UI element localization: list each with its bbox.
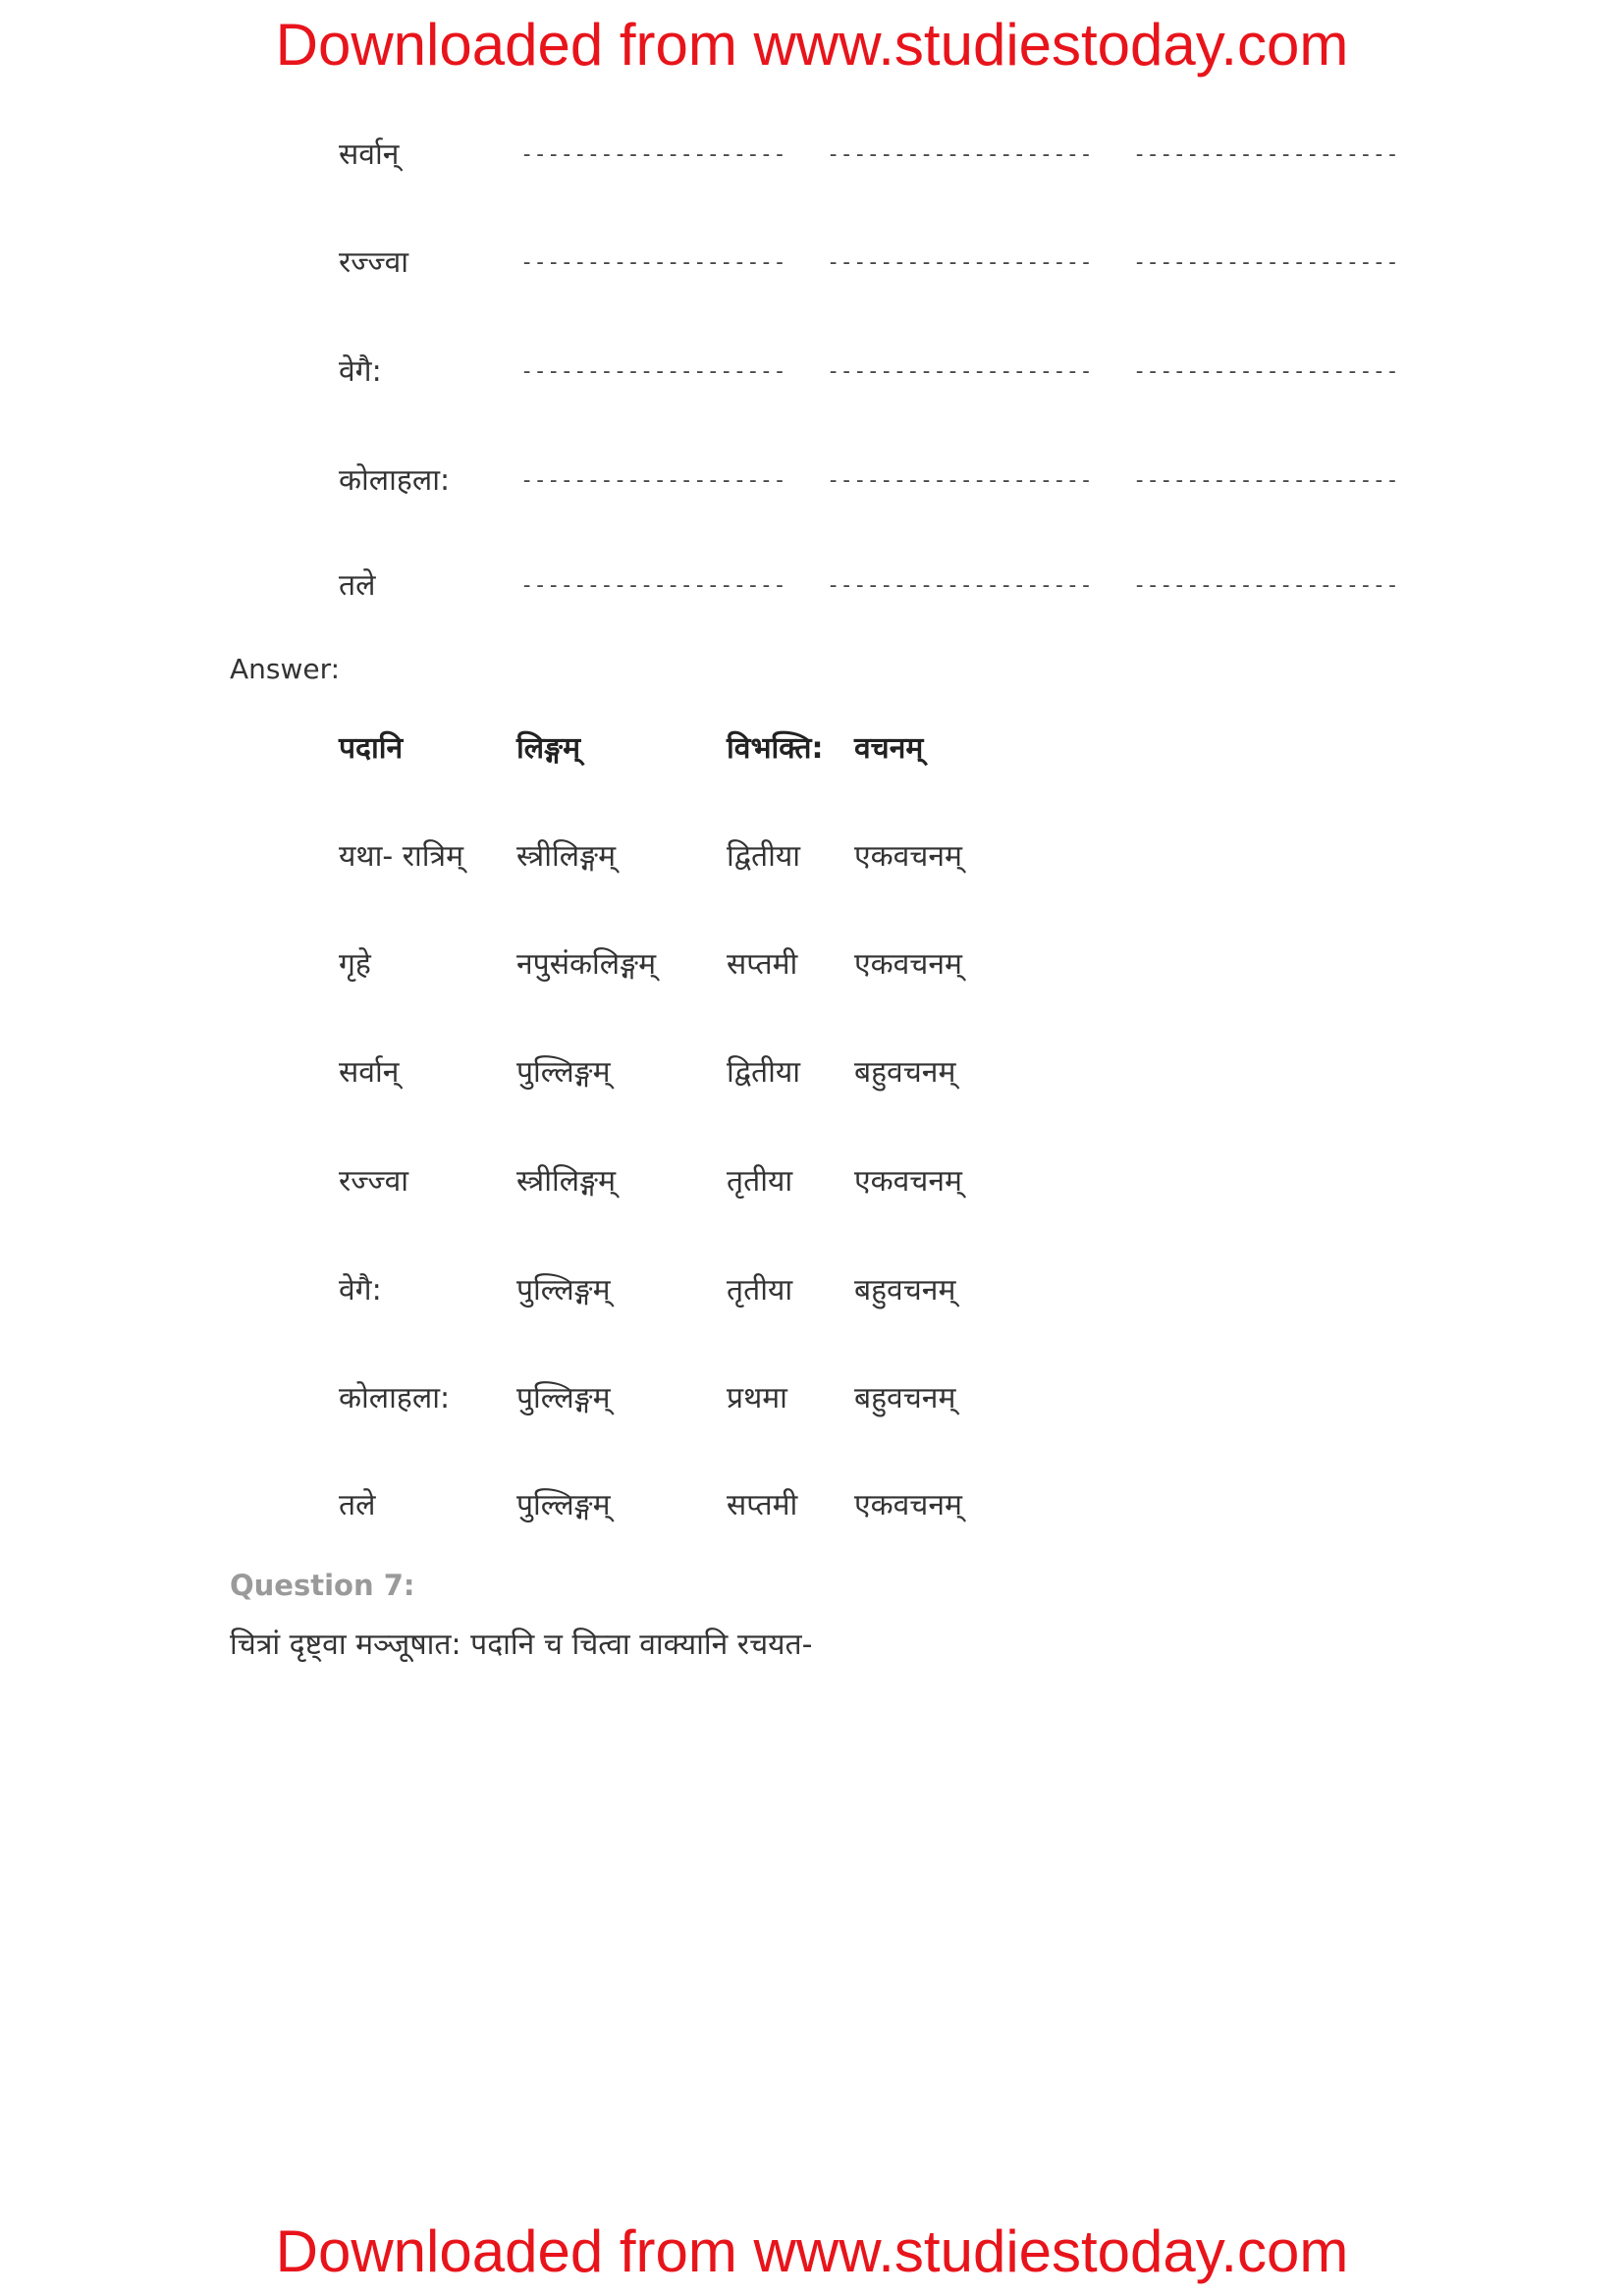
cell-vibhakti: सप्तमी: [727, 1488, 798, 1522]
cell-vibhakti: सप्तमी: [727, 947, 798, 982]
cell-padani: रज्ज्वा: [339, 1164, 409, 1199]
table-row: [339, 1478, 1124, 1533]
answer-label: Answer:: [230, 653, 341, 685]
answer-blank-vibhakti: --------------------: [827, 250, 1093, 275]
exercise-row: [339, 561, 1438, 611]
cell-padani: गृहे: [339, 947, 371, 982]
answer-blank-vachana: --------------------: [1133, 573, 1399, 598]
cell-padani: यथा- रात्रिम्: [339, 839, 464, 874]
exercise-row: [339, 131, 1438, 180]
exercise-row: [339, 239, 1438, 288]
answer-blank-vibhakti: --------------------: [827, 573, 1093, 598]
answer-blank-linga: --------------------: [520, 573, 786, 598]
table-row: [339, 937, 1124, 992]
cell-lingam: पुल्लिङ्गम्: [516, 1381, 611, 1415]
answer-blank-linga: --------------------: [520, 250, 786, 275]
table-row: [339, 1154, 1124, 1209]
cell-padani: सर्वान्: [339, 1055, 400, 1090]
answer-blank-vachana: --------------------: [1133, 468, 1399, 493]
answer-blank-vibhakti: --------------------: [827, 468, 1093, 493]
cell-lingam: पुल्लिङ्गम्: [516, 1055, 611, 1090]
header-lingam: लिङ्गम्: [516, 731, 581, 766]
cell-vachanam: बहुवचनम्: [854, 1381, 956, 1415]
cell-lingam: स्त्रीलिङ्गम्: [516, 839, 617, 874]
answer-blank-vachana: --------------------: [1133, 142, 1399, 167]
cell-lingam: स्त्रीलिङ्गम्: [516, 1164, 617, 1199]
cell-vachanam: एकवचनम्: [854, 947, 962, 982]
cell-padani: कोलाहला:: [339, 1381, 451, 1415]
cell-vachanam: एकवचनम्: [854, 1488, 962, 1522]
question-label: Question 7:: [230, 1569, 415, 1602]
exercise-row: [339, 347, 1438, 397]
answer-blank-linga: --------------------: [520, 142, 786, 167]
cell-lingam: पुल्लिङ्गम्: [516, 1273, 611, 1308]
answer-blank-vachana: --------------------: [1133, 250, 1399, 275]
cell-vachanam: बहुवचनम्: [854, 1273, 956, 1308]
cell-lingam: नपुसंकलिङ्गम्: [516, 947, 657, 982]
download-banner-bottom: Downloaded from www.studiestoday.com: [275, 2218, 1349, 2284]
table-row: [339, 1263, 1124, 1318]
cell-padani: वेगै:: [339, 1273, 382, 1308]
cell-vibhakti: द्वितीया: [727, 1055, 801, 1090]
cell-lingam: पुल्लिङ्गम्: [516, 1488, 611, 1522]
cell-vachanam: एकवचनम्: [854, 1164, 962, 1199]
exercise-word: सर्वान्: [339, 137, 400, 172]
question-text: चित्रां दृष्ट्वा मञ्जूषात: पदानि च चित्वा वाक्यानि रचयत-: [230, 1628, 813, 1662]
cell-vibhakti: तृतीया: [727, 1164, 793, 1199]
answer-table-header: [339, 721, 1124, 776]
header-vachanam: वचनम्: [854, 731, 924, 766]
header-padani: पदानि: [339, 731, 404, 766]
answer-blank-vibhakti: --------------------: [827, 142, 1093, 167]
exercise-row: [339, 456, 1438, 506]
cell-vibhakti: द्वितीया: [727, 839, 801, 874]
exercise-word: वेगै:: [339, 354, 382, 389]
cell-vachanam: बहुवचनम्: [854, 1055, 956, 1090]
table-row: [339, 1371, 1124, 1426]
cell-vachanam: एकवचनम्: [854, 839, 962, 874]
answer-blank-vibhakti: --------------------: [827, 359, 1093, 384]
table-row: [339, 1045, 1124, 1100]
cell-vibhakti: तृतीया: [727, 1273, 793, 1308]
answer-blank-vachana: --------------------: [1133, 359, 1399, 384]
download-banner-top: Downloaded from www.studiestoday.com: [275, 12, 1349, 78]
cell-padani: तले: [339, 1488, 376, 1522]
exercise-word: तले: [339, 568, 376, 603]
table-row: [339, 829, 1124, 884]
answer-blank-linga: --------------------: [520, 359, 786, 384]
header-vibhakti: विभक्ति:: [727, 731, 824, 766]
exercise-word: रज्ज्वा: [339, 245, 409, 280]
exercise-word: कोलाहला:: [339, 463, 451, 498]
cell-vibhakti: प्रथमा: [727, 1381, 787, 1415]
answer-blank-linga: --------------------: [520, 468, 786, 493]
